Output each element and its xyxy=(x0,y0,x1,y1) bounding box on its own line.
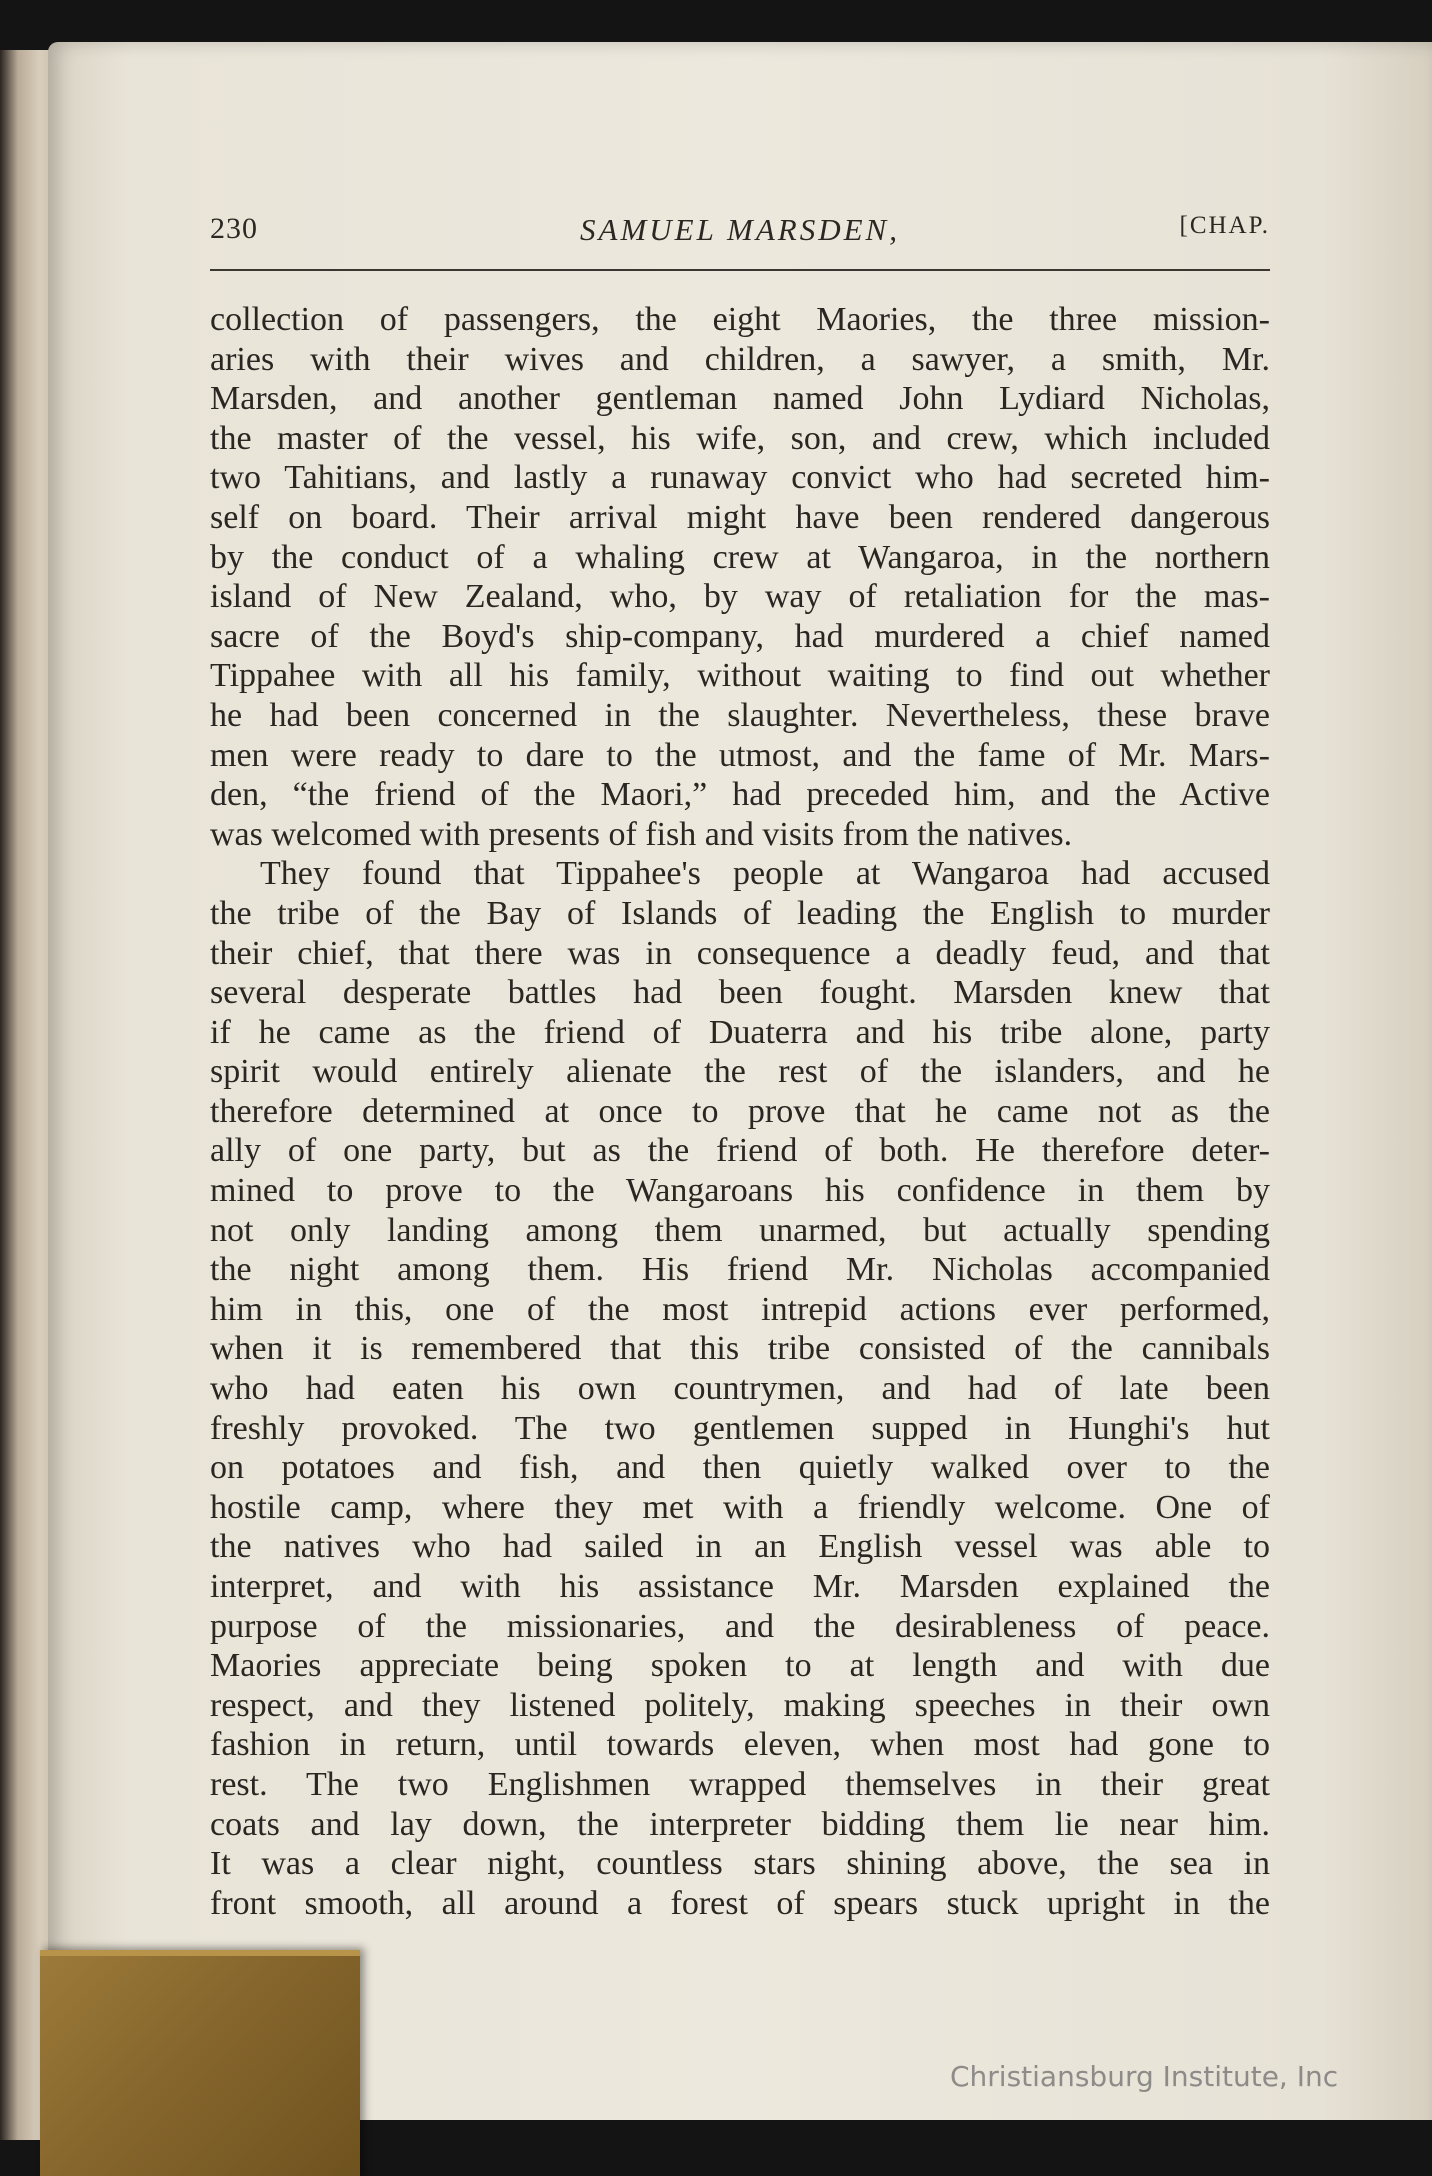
text-line: by the conduct of a whaling crew at Wangaroa, in the northern xyxy=(210,538,1270,576)
text-line: mined to prove to the Wangaroans his confidence in them by xyxy=(210,1172,1270,1210)
text-line: Tippahee with all his family, without waiting to find out whether xyxy=(210,657,1270,695)
text-line: he had been concerned in the slaughter. Nevertheless, these brave xyxy=(210,696,1270,734)
text-line: when it is remembered that this tribe consisted of the cannibals xyxy=(210,1330,1270,1368)
watermark: Christiansburg Institute, Inc xyxy=(950,2060,1339,2093)
text-line: purpose of the missionaries, and the desirableness of peace. xyxy=(210,1607,1270,1645)
chapter-mark: [CHAP. xyxy=(1179,212,1270,239)
page-header xyxy=(210,212,1270,252)
text-line: the night among them. His friend Mr. Nicholas accompanied xyxy=(210,1251,1270,1289)
text-line: collection of passengers, the eight Maories, the three mission- xyxy=(210,301,1270,338)
text-line: on potatoes and fish, and then quietly walked over to the xyxy=(210,1449,1270,1487)
text-line: men were ready to dare to the utmost, and the fame of Mr. Mars- xyxy=(210,736,1270,774)
text-line: Maories appreciate being spoken to at length and with due xyxy=(210,1647,1270,1685)
text-line: spirit would entirely alienate the rest of the islanders, and he xyxy=(210,1053,1270,1091)
text-line: aries with their wives and children, a sawyer, a smith, Mr. xyxy=(210,340,1270,378)
text-line: therefore determined at once to prove that he came not as the xyxy=(210,1092,1270,1130)
text-line: not only landing among them unarmed, but actually spending xyxy=(210,1211,1270,1249)
text-line: ally of one party, but as the friend of both. He therefore deter- xyxy=(210,1132,1270,1170)
header-rule xyxy=(210,269,1270,271)
text-line: who had eaten his own countrymen, and had of late been xyxy=(210,1370,1270,1408)
running-title: SAMUEL MARSDEN, xyxy=(580,212,900,247)
text-line: coats and lay down, the interpreter bidding them lie near him. xyxy=(210,1805,1270,1843)
text-line: their chief, that there was in consequence a deadly feud, and that xyxy=(210,934,1270,972)
text-line: island of New Zealand, who, by way of retaliation for the mas- xyxy=(210,578,1270,616)
text-line: the master of the vessel, his wife, son, and crew, which included xyxy=(210,419,1270,457)
text-line: freshly provoked. The two gentlemen supped in Hunghi's hut xyxy=(210,1409,1270,1447)
text-line: front smooth, all around a forest of spears stuck upright in the xyxy=(210,1884,1270,1922)
text-line: It was a clear night, countless stars shining above, the sea in xyxy=(210,1845,1270,1883)
text-line: several desperate battles had been fought. Marsden knew that xyxy=(210,974,1270,1012)
text-line: interpret, and with his assistance Mr. Marsden explained the xyxy=(210,1568,1270,1605)
bookmark-slip xyxy=(40,1950,360,2176)
text-line: den, “the friend of the Maori,” had preceded him, and the Active xyxy=(210,776,1270,814)
text-line: was welcomed with presents of fish and visits from the natives. xyxy=(210,815,1073,853)
text-line: hostile camp, where they met with a friendly welcome. One of xyxy=(210,1488,1270,1526)
text-line: him in this, one of the most intrepid actions ever performed, xyxy=(210,1290,1270,1328)
text-line: Marsden, and another gentleman named John Lydiard Nicholas, xyxy=(210,380,1270,418)
paragraph-start-line: They found that Tippahee's people at Wangaroa had accused xyxy=(260,855,1270,893)
text-line: if he came as the friend of Duaterra and his tribe alone, party xyxy=(210,1013,1270,1051)
text-line: rest. The two Englishmen wrapped themselves in their great xyxy=(210,1765,1270,1803)
text-line: respect, and they listened politely, making speeches in their own xyxy=(210,1686,1270,1724)
text-line: sacre of the Boyd's ship-company, had murdered a chief named xyxy=(210,617,1270,655)
text-line: the tribe of the Bay of Islands of leading the English to murder xyxy=(210,894,1270,932)
text-line: self on board. Their arrival might have been rendered dangerous xyxy=(210,498,1270,536)
text-line: the natives who had sailed in an English vessel was able to xyxy=(210,1528,1270,1566)
text-line: fashion in return, until towards eleven, when most had gone to xyxy=(210,1726,1270,1764)
text-line: two Tahitians, and lastly a runaway convict who had secreted him- xyxy=(210,459,1270,497)
page-number: 230 xyxy=(210,212,258,245)
body-text xyxy=(210,300,1270,1923)
